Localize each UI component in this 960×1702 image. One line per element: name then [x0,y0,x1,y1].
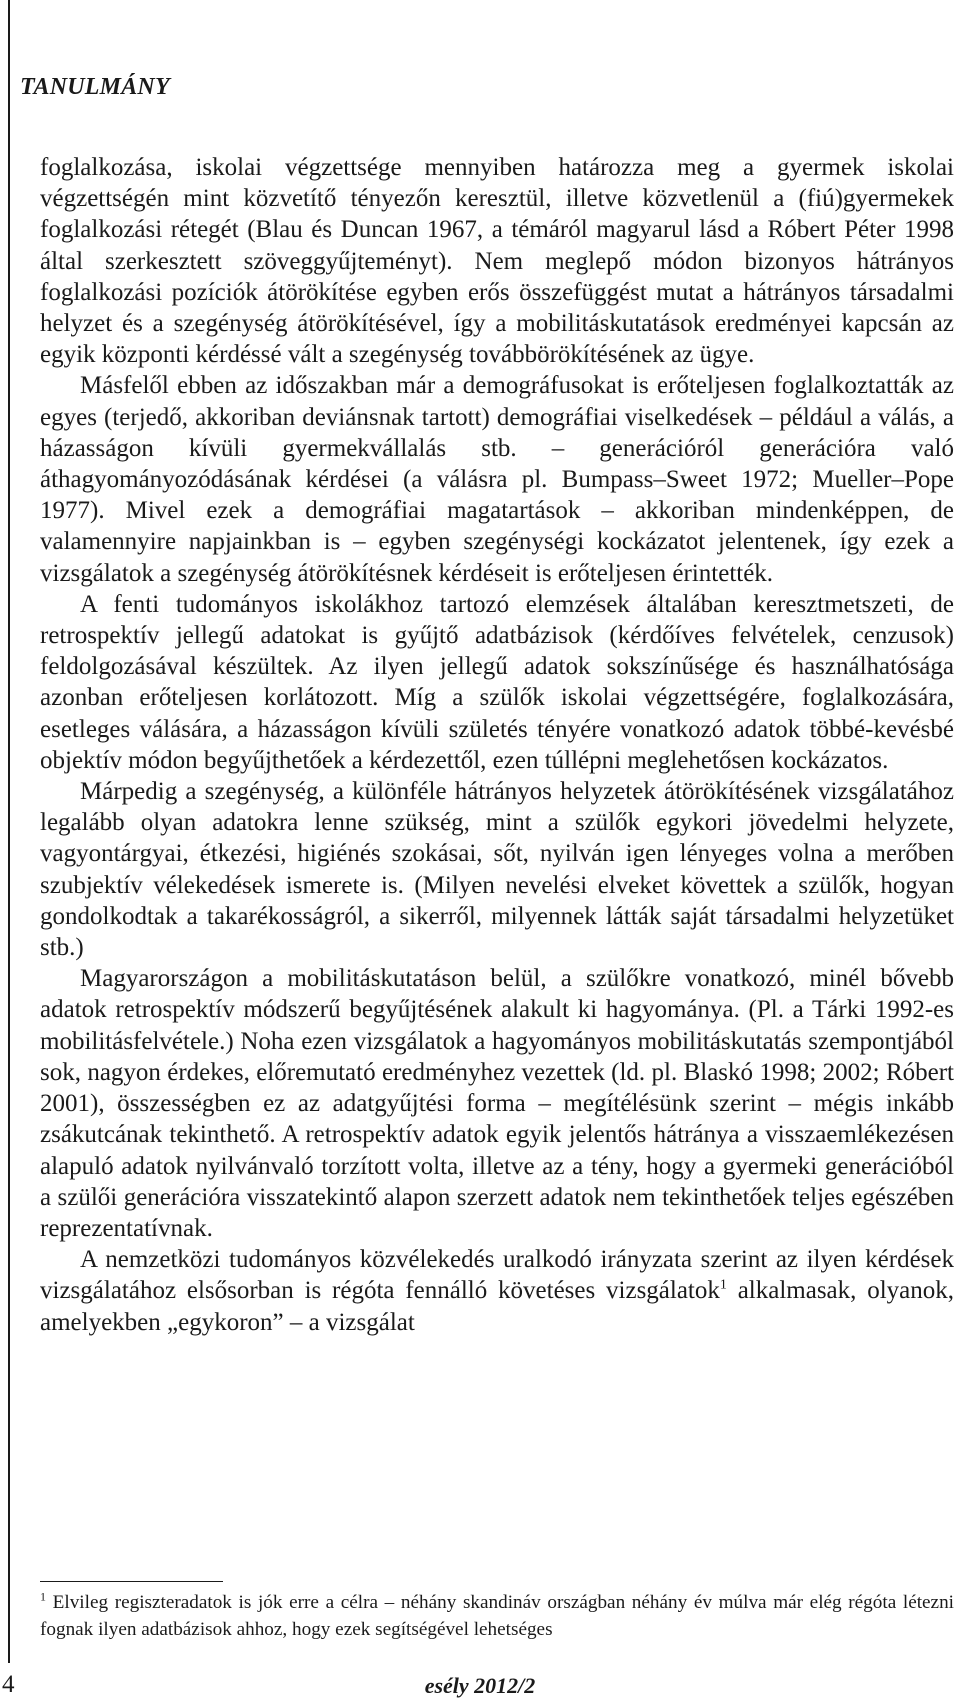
footnote-reference[interactable]: 1 [719,1277,727,1293]
footnote [40,1589,954,1643]
footnote-text: Elvileg regiszteradatok is jók erre a célra – néhány skandináv országban néhány év múlva már elég régóta létezni fognak ilyen adatbázisok ahhoz, hogy ezek segítségével lehetséges [40,1592,954,1640]
paragraph-6 [40,1244,954,1338]
paragraph-5: Magyarországon a mobilitáskutatáson belül, a szülőkre vonatkozó, minél bővebb adatok retrospektív módszerű begyűjtésének alakult ki hagyománya. (Pl. a Tárki 1992-es mobilitásfelvétele.) Noha ezen vizsgálatok a hagyományos mobilitáskutatás szempontjából sok, nagyon érdekes, előremutató eredményhez vezettek (ld. pl. Blaskó 1998; 2002; Róbert 2001), összességben ez az adatgyűjtési forma – megítélésünk szerint – mégis inkább zsákutcának tekinthető. A retrospektív adatok egyik jelentős hátránya a visszaemlékezésen alapuló adatok nyilvánvaló torzított volta, illetve az a tény, hogy a gyermeki generációból a szülői generációra visszatekintő alapon szerzett adatok nem tekinthetőek teljes egészében reprezentatívnak. [40,965,954,1242]
journal-footer: esély 2012/2 [424,1673,536,1698]
paragraph-1: foglalkozása, iskolai végzettsége mennyiben határozza meg a gyermek iskolai végzettségén mint közvetítő tényezőn keresztül, illetve közvetlenül a (fiú)gyermekek foglalkozási rétegét (Blau és Duncan 1967, a témáról magyarul lásd a Róbert Péter 1998 által szerkesztett szöveggyűjteményt). Nem meglepő módon bizonyos hátrányos foglalkozási pozíciók átörökítése egyben erős összefüggést mutat a hátrányos társadalmi helyzet és a szegénység átörökítésével, így a mobilitáskutatások eredményei kapcsán az egyik központi kérdéssé vált a szegénység továbbörökítésének az ügye. [40,154,954,369]
section-header: TANULMÁNY [20,74,170,100]
footnote-divider [40,1581,223,1582]
paragraph-2: Másfelől ebben az időszakban már a demográfusokat is erőteljesen foglalkoztatták az egyes (terjedő, akkoriban deviánsnak tartott) demográfiai viselkedések – például a válás, a házasságon kívüli gyermekvállalás stb. – generációról generációra való áthagyományozódásának kérdései (a válásra pl. Bumpass–Sweet 1972; Mueller–Pope 1977). Mivel ezek a demográfiai magatartások – akkoriban mindenképpen, de valamennyire napjainkban is – egyben szegénységi kockázatot jelentenek, így ezek a vizsgálatok a szegénység átörökítésnek kérdéseit is erőteljesen érintették. [40,372,954,587]
footnote-mark: 1 [40,1589,46,1604]
article-body [40,152,954,1338]
paragraph-4: Márpedig a szegénység, a különféle hátrányos helyzetek átörökítésének vizsgálatához legalább olyan adatokra lenne szükség, mint a szülők egykori jövedelmi helyzete, vagyontárgyai, étkezési, higiénés szokásai, sőt, nyilván igen lényeges volna a merőben szubjektív vélekedések ismerete is. (Milyen nevelési elveket követtek a szülők, hogyan gondolkodtak a takarékosságról, a sikerről, milyennek látták saját társadalmi helyzetüket stb.) [40,778,954,962]
paragraph-3: A fenti tudományos iskolákhoz tartozó elemzések általában keresztmetszeti, de retrospektív jellegű adatokat is gyűjtő adatbázisok (kérdőíves felvételek, cenzusok) feldolgozásával készültek. Az ilyen jellegű adatok sokszínűsége és használhatósága azonban erőteljesen korlátozott. Míg a szülők iskolai végzettségére, foglalkozására, esetleges válására, a házasságon kívüli születés tényére vonatkozó adatok többé-kevésbé objektív módon begyűjthetőek a kérdezettől, ezen túllépni meglehetősen kockázatos. [40,590,954,774]
page-number: 4 [2,1671,15,1698]
paragraph-6-continuation: alkalmasak, olyanok, amelyekben „egykoron” – a vizsgálat [40,1277,954,1336]
margin-rule [8,0,10,1663]
paragraph-6-text: A nemzetközi tudományos közvélekedés uralkodó irányzata szerint az ilyen kérdések vizsgálatához elsősorban is régóta fennálló követéses vizsgálatok [40,1246,954,1305]
